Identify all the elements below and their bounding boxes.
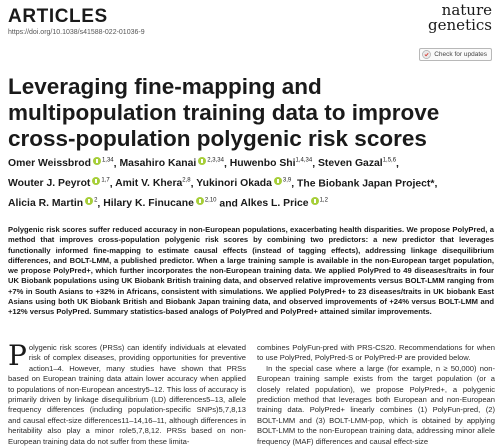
journal-logo[interactable] xyxy=(422,3,492,33)
author-name[interactable] xyxy=(8,198,97,209)
body-paragraph: olygenic risk scores (PRSs) can identify individuals at elevated risk of complex diseases, providing opportunities for preventive action1–4. However, many studies have shown that PRSs based on European training data attain lower accuracy when applied to populations of non-European ancestry5–12. This loss of accuracy is primarily driven by linkage disequilibrium (LD) differences5–13, allele frequency differences (including population-specific SNPs)5,7,8,13 and causal effect-size differences11–14,16–11, although differences in heritability also play a minor role5,7,8,12. PRSs based on non-European training data do not suffer from these limita- xyxy=(8,343,246,446)
body-column-right xyxy=(257,343,495,447)
orcid-icon[interactable] xyxy=(274,177,282,185)
author-affiliation-marker: 2,10 xyxy=(204,197,217,204)
author-name[interactable] xyxy=(115,178,191,189)
author-name[interactable] xyxy=(240,198,328,209)
body-column-left xyxy=(8,339,246,447)
author-name[interactable] xyxy=(196,178,291,189)
author-name-text: Amit V. Khera xyxy=(115,178,183,190)
check-for-updates-button[interactable] xyxy=(419,48,492,61)
author-name[interactable] xyxy=(297,178,434,189)
author-affiliation-marker: 1,4,34 xyxy=(295,158,313,164)
author-name-text: The Biobank Japan Project* xyxy=(297,178,435,190)
author-name-text: Alkes L. Price xyxy=(240,198,309,210)
orcid-icon[interactable] xyxy=(92,177,100,185)
orcid-icon[interactable] xyxy=(311,197,319,205)
article-title: Leveraging fine-mapping and multipopulation training data to improve cross-population polygenic risk scores xyxy=(8,74,440,151)
author-name-text: Masahiro Kanai xyxy=(119,158,197,170)
author-name-text: Yukinori Okada xyxy=(196,178,272,190)
author-affiliation-marker: 2,3,34 xyxy=(207,158,224,164)
author-name-text: Hilary K. Finucane xyxy=(103,198,194,210)
journal-logo-line1: nature xyxy=(441,1,492,19)
author-affiliation-marker: 2 xyxy=(94,197,98,204)
article-header xyxy=(0,0,500,42)
author-name-text: Omer Weissbrod xyxy=(8,158,91,170)
drop-cap: P xyxy=(8,339,27,372)
body-paragraph: combines PolyFun-pred with PRS-CS20. Recommendations for when to use PolyPred, PolyPred-S or PolyPred-P are provided below. xyxy=(257,343,495,363)
author-name[interactable] xyxy=(230,158,313,169)
author-name[interactable] xyxy=(318,158,396,169)
doi-link[interactable]: https://doi.org/10.1038/s41588-022-01036-9 xyxy=(8,29,145,36)
author-affiliation-marker: 2,8 xyxy=(182,177,191,184)
crossmark-icon xyxy=(422,50,431,59)
orcid-icon[interactable] xyxy=(85,197,93,205)
section-label: ARTICLES xyxy=(8,6,108,27)
author-name-text: Wouter J. Peyrot xyxy=(8,178,91,190)
author-name[interactable] xyxy=(103,198,216,209)
body-paragraph: In the special case where a large (for example, n ≥ 50,000) non-European training sample exists from the target population (or a closely related population), we propose PolyPred+, a polygenic prediction method that leverages both European and non-European training data. PolyPred+ linearly combines (1) PolyFun-pred, (2) BOLT-LMM and (3) BOLT-LMM-pop, which is obtained by applying BOLT-LMM to the non-European training data, addressing minor allele frequency (MAF) differences and causal effect-size xyxy=(257,363,495,446)
author-list: Omer Weissbrod $^{1,34}$, Masahiro Kanai $^{2,3,34}$, Huwenbo Shi$^{1,4,34}$, Steven Gazal$^{1,5,6}$, Wouter J. Peyrot $^{1,7}$, Amit V. Khera$^{2,8}$, Yukinori Okada $^{3,9}$, The Biobank Japan Project*, Alicia R. Martin $^2$, Hilary K. Finucane $^{2,10}$ and Alkes L. Price $^{1,2}$ xyxy=(8,158,438,210)
author-name[interactable] xyxy=(8,158,114,169)
author-affiliation-marker: 3,9 xyxy=(282,177,292,184)
author-name[interactable] xyxy=(8,178,110,189)
orcid-icon[interactable] xyxy=(93,157,101,165)
author-affiliation-marker: 1,7 xyxy=(101,177,110,184)
author-name-text: Steven Gazal xyxy=(318,158,383,170)
orcid-icon[interactable] xyxy=(198,157,206,165)
author-name-text: Alicia R. Martin xyxy=(8,198,84,210)
author-name-text: Huwenbo Shi xyxy=(229,158,296,170)
author-affiliation-marker: 1,5,6 xyxy=(382,158,397,164)
journal-logo-line2: genetics xyxy=(428,16,492,34)
author-name[interactable] xyxy=(119,158,224,169)
orcid-icon[interactable] xyxy=(196,197,204,205)
author-affiliation-marker: 1,34 xyxy=(101,158,114,164)
check-for-updates-label: Check for updates xyxy=(434,51,487,58)
abstract: Polygenic risk scores suffer reduced accuracy in non-European populations, exacerbating health disparities. We propose PolyPred, a method that improves cross-population polygenic risk scores by combining two predictors: a new predictor that leverages functionally informed fine-mapping to estimate causal effects (instead of tagging effects), addressing linkage disequilibrium differences, and BOLT-LMM, a published predictor. When a large training sample is available in the non-European target population, we propose PolyPred+, which further incorporates the non-European training data. We applied PolyPred to 49 diseases/traits in four UK Biobank populations using UK Biobank British training data, and observed relative improvements versus BOLT-LMM ranging from +7% in South Asians to +32% in Africans, consistent with simulations. We applied PolyPred+ to 23 diseases/traits in UK biobank East Asians using both UK Biobank British and Biobank Japan training data, and observed improvements of +24% versus BOLT-LMM and +12% versus PolyPred. Summary statistics-based analogs of PolyPred and PolyPred+ attained similar improvements. xyxy=(8,225,494,317)
author-affiliation-marker: 1,2 xyxy=(319,197,328,204)
